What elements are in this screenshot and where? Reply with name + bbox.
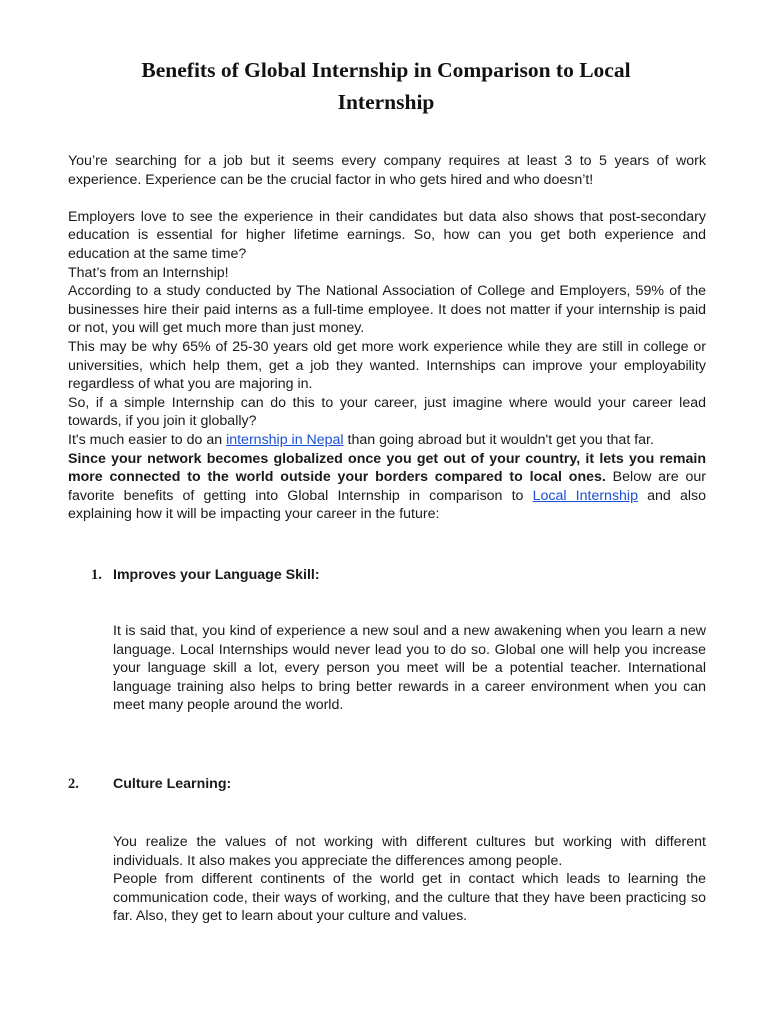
intro-p7-text-after: than going abroad but it wouldn't get you that far. (343, 431, 654, 448)
section-1-heading (91, 566, 491, 586)
intro-paragraph-3: That’s from an Internship! (68, 264, 229, 281)
intro-paragraph-4: According to a study conducted by The National Association of College and Employers, 59% of the businesses hire their paid interns as a full-time employee. It does not matter if your internship is paid or not, you will get much more than just money. (68, 283, 706, 337)
intro-paragraph-1: You’re searching for a job but it seems every company requires at least 3 to 5 years of work experience. Experience can be the crucial factor in who gets hired and who doesn’t! (68, 153, 706, 188)
section-1-number: 1. (91, 567, 102, 583)
intro-p8-bold-text: Since your network becomes globalized once you get out of your country, it lets you remain more connected to the world outside your borders compared to local ones. (68, 450, 706, 486)
local-internship-link[interactable]: Local Internship (532, 487, 638, 504)
intro-p7-text-before: It's much easier to do an (68, 431, 227, 448)
intro-p8-text-after: and also explaining how it will be impacting your career in the future: (68, 487, 706, 523)
intro-paragraph-6: So, if a simple Internship can do this to your career, just imagine where would your career lead towards, if you join it globally? (68, 394, 706, 430)
internship-in-nepal-link[interactable]: internship in Nepal (226, 431, 344, 448)
intro-paragraph-2: Employers love to see the experience in their candidates but data also shows that post-secondary education is essential for higher lifetime earnings. So, how can you get both experience and education at the same time? (68, 208, 706, 262)
section-1-body (113, 622, 706, 715)
section-2-number: 2. (68, 776, 79, 792)
section-1-title: Improves your Language Skill: (113, 567, 320, 583)
section-2-heading (68, 775, 468, 795)
intro-paragraph-8 (68, 450, 706, 524)
section-1-paragraph-1: It is said that, you kind of experience a new soul and a new awakening when you learn a new language. Local Internships would never lead you to do so. Global one will help you increase your language skill a lot, every person you meet will be a potential teacher. International language training also helps to bring better rewards in a career environment when you can meet many people around the world. (113, 623, 706, 714)
intro-paragraph-5: This may be why 65% of 25-30 years old get more work experience while they are still in college or universities, which help them, get a job they wanted. Internships can improve your employability regardless of what you are majoring in. (68, 338, 706, 393)
document-title: Benefits of Global Internship in Comparison to Local Internship (141, 58, 631, 114)
section-2-paragraph-2: People from different continents of the world get in contact which leads to learning the communication code, their ways of working, and the culture that they have been practicing so far. Also, they get to learn about your culture and values. (113, 871, 706, 925)
intro-body (68, 152, 706, 524)
section-2-title: Culture Learning: (113, 776, 232, 792)
intro-paragraph-7 (68, 431, 706, 450)
section-2-paragraph-1: You realize the values of not working with different cultures but working with different individuals. It also makes you appreciate the differences among people. (113, 834, 706, 869)
section-2-body (113, 833, 706, 926)
intro-p8-text-mid: Below are our favorite benefits of getting into Global Internship in comparison to (68, 469, 706, 504)
